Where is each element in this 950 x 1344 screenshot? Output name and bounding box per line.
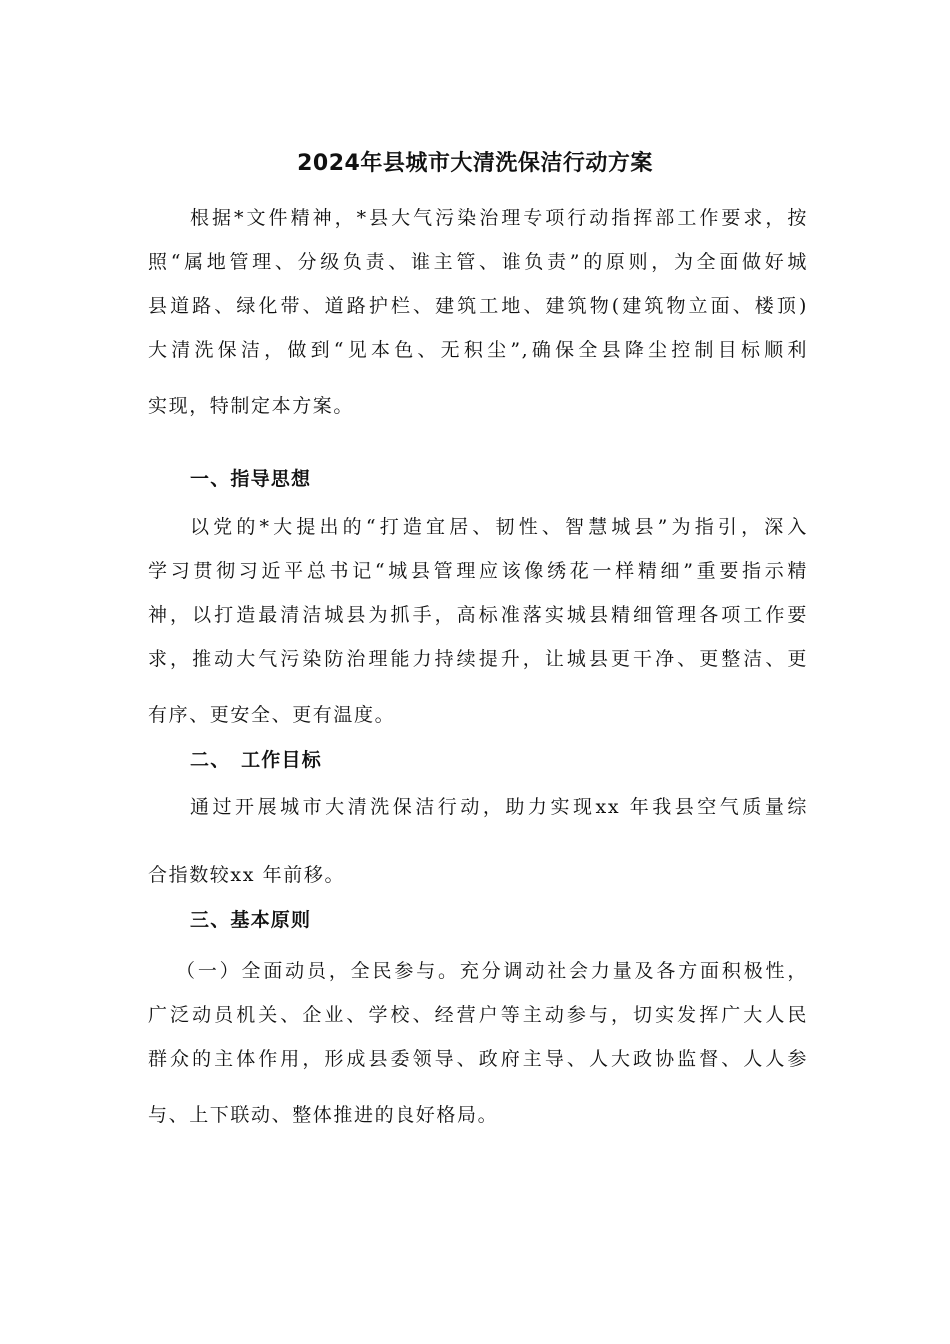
section-heading-guiding-ideology: 一、指导思想 [190, 468, 312, 490]
section3-line-1: （一）全面动员，全民参与。充分调动社会力量及各方面积极性， [176, 960, 808, 982]
intro-line-1: 根据*文件精神，*县大气污染治理专项行动指挥部工作要求，按 [190, 207, 808, 229]
intro-line-5: 实现，特制定本方案。 [148, 395, 355, 417]
section2-line-2: 合指数较xx 年前移。 [148, 864, 346, 886]
section3-line-2: 广泛动员机关、企业、学校、经营户等主动参与，切实发挥广大人民 [148, 1004, 808, 1026]
section3-line-3: 群众的主体作用，形成县委领导、政府主导、人大政协监督、人人参 [148, 1048, 808, 1070]
section-heading-basic-principles: 三、基本原则 [190, 909, 312, 931]
section3-line-4: 与、上下联动、整体推进的良好格局。 [148, 1104, 499, 1126]
intro-line-2: 照“属地管理、分级负责、谁主管、谁负责”的原则，为全面做好城 [148, 251, 808, 273]
section2-line-1: 通过开展城市大清洗保洁行动，助力实现xx 年我县空气质量综 [190, 796, 808, 818]
document-title: 2024年县城市大清洗保洁行动方案 [297, 151, 653, 176]
section1-line-5: 有序、更安全、更有温度。 [148, 704, 396, 726]
section-heading-work-goal: 二、 工作目标 [190, 749, 322, 771]
section1-line-1: 以党的*大提出的“打造宜居、韧性、智慧城县”为指引，深入 [190, 516, 808, 538]
section1-line-4: 求，推动大气污染防治理能力持续提升，让城县更干净、更整洁、更 [148, 648, 808, 670]
intro-line-4: 大清洗保洁，做到“见本色、无积尘”,确保全县降尘控制目标顺利 [148, 339, 808, 361]
section1-line-3: 神，以打造最清洁城县为抓手，高标准落实城县精细管理各项工作要 [148, 604, 808, 626]
section1-line-2: 学习贯彻习近平总书记“城县管理应该像绣花一样精细”重要指示精 [148, 560, 808, 582]
intro-line-3: 县道路、绿化带、道路护栏、建筑工地、建筑物(建筑物立面、楼顶) [148, 295, 808, 317]
